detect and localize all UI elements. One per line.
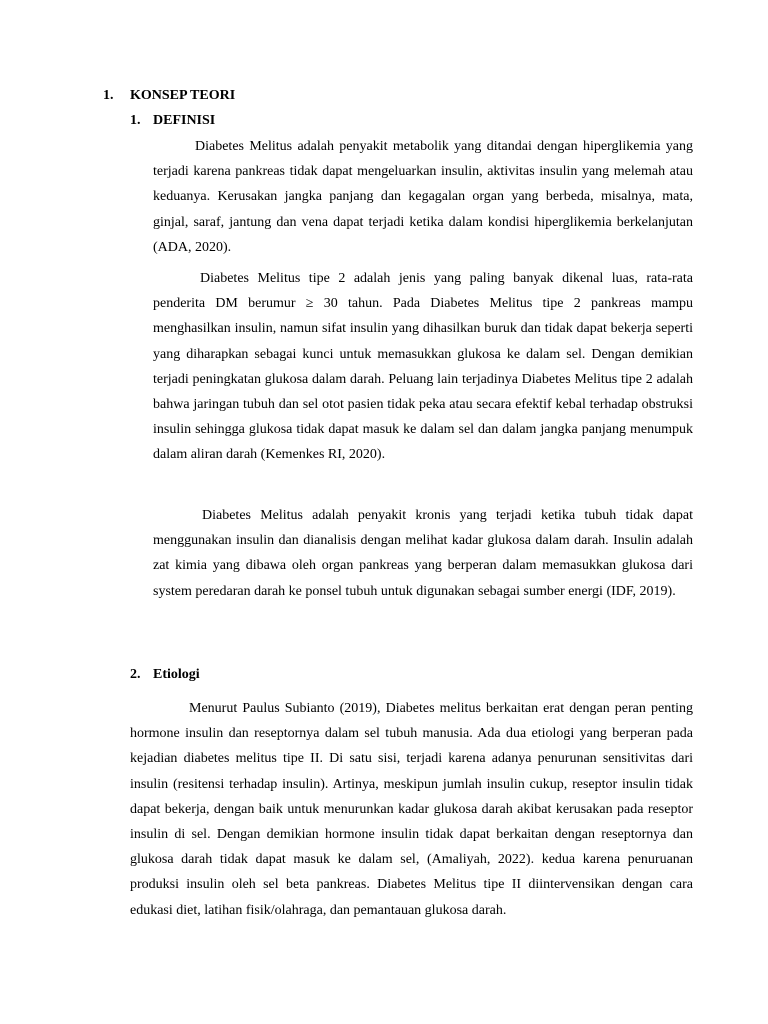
etiologi-paragraph-1: Menurut Paulus Subianto (2019), Diabetes melitus berkaitan erat dengan peran penting hormone insulin dan reseptornya dalam sel tubuh manusia. Ada dua etiologi yang berperan pada kejadian diabetes melitus tipe II. Di satu sisi, terjadi karena adanya penurunan sensitivitas dari insulin (resitensi terhadap insulin). Artinya, meskipun jumlah insulin cukup, reseptor insulin tidak dapat bekerja, dengan baik untuk menurunkan kadar glukosa darah akibat kerusakan pada reseptor insulin di sel. Dengan demikian hormone insulin tidak dapat berkaitan dengan reseptornya dan glukosa darah tidak dapat masuk ke dalam sel, (Amaliyah, 2022). kedua karena penuruanan produksi insulin oleh sel beta pankreas. Diabetes Melitus tipe II diintervensikan dengan cara edukasi diet, latihan fisik/olahraga, dan pemantauan glukosa darah.	[130, 701, 693, 918]
section-title: KONSEP TEORI	[130, 88, 236, 103]
subsection-heading-etiologi	[130, 666, 200, 684]
subsection-title: DEFINISI	[153, 113, 216, 128]
section-heading-konsep-teori	[103, 87, 236, 105]
section-number: 1.	[103, 88, 114, 103]
definisi-paragraph-1: Diabetes Melitus adalah penyakit metabolik yang ditandai dengan hiperglikemia yang terjadi karena pankreas tidak dapat mengeluarkan insulin, aktivitas insulin yang melemah atau keduanya. Kerusakan jangka panjang dan kegagalan organ yang berbeda, misalnya, mata, ginjal, saraf, jantung dan vena dapat terjadi ketika dalam kondisi hiperglikemia berkelanjutan (ADA, 2020).	[153, 139, 693, 255]
subsection-heading-definisi	[130, 112, 216, 130]
subsection-title: Etiologi	[153, 667, 200, 682]
definisi-paragraph-2: Diabetes Melitus tipe 2 adalah jenis yang paling banyak dikenal luas, rata-rata penderita DM berumur ≥ 30 tahun. Pada Diabetes Melitus tipe 2 pankreas mampu menghasilkan insulin, namun sifat insulin yang dihasilkan buruk dan tidak dapat bekerja seperti yang diharapkan sebagai kunci untuk memasukkan glukosa ke dalam sel. Dengan demikian terjadi peningkatan glukosa dalam darah. Peluang lain terjadinya Diabetes Melitus tipe 2 adalah bahwa jaringan tubuh dan sel otot pasien tidak peka atau secara efektif kebal terhadap obstruksi insulin sehingga glukosa tidak dapat masuk ke dalam sel dan dalam jangka panjang menumpuk dalam aliran darah (Kemenkes RI, 2020).	[153, 271, 693, 463]
definisi-paragraph-3: Diabetes Melitus adalah penyakit kronis yang terjadi ketika tubuh tidak dapat menggunakan insulin dan dianalisis dengan melihat kadar glukosa dalam darah. Insulin adalah zat kimia yang dibawa oleh organ pankreas yang berperan dalam memasukkan glukosa dari system peredaran darah ke ponsel tubuh untuk digunakan sebagai sumber energi (IDF, 2019).	[153, 508, 693, 599]
subsection-number: 1.	[130, 113, 141, 128]
subsection-number: 2.	[130, 667, 141, 682]
